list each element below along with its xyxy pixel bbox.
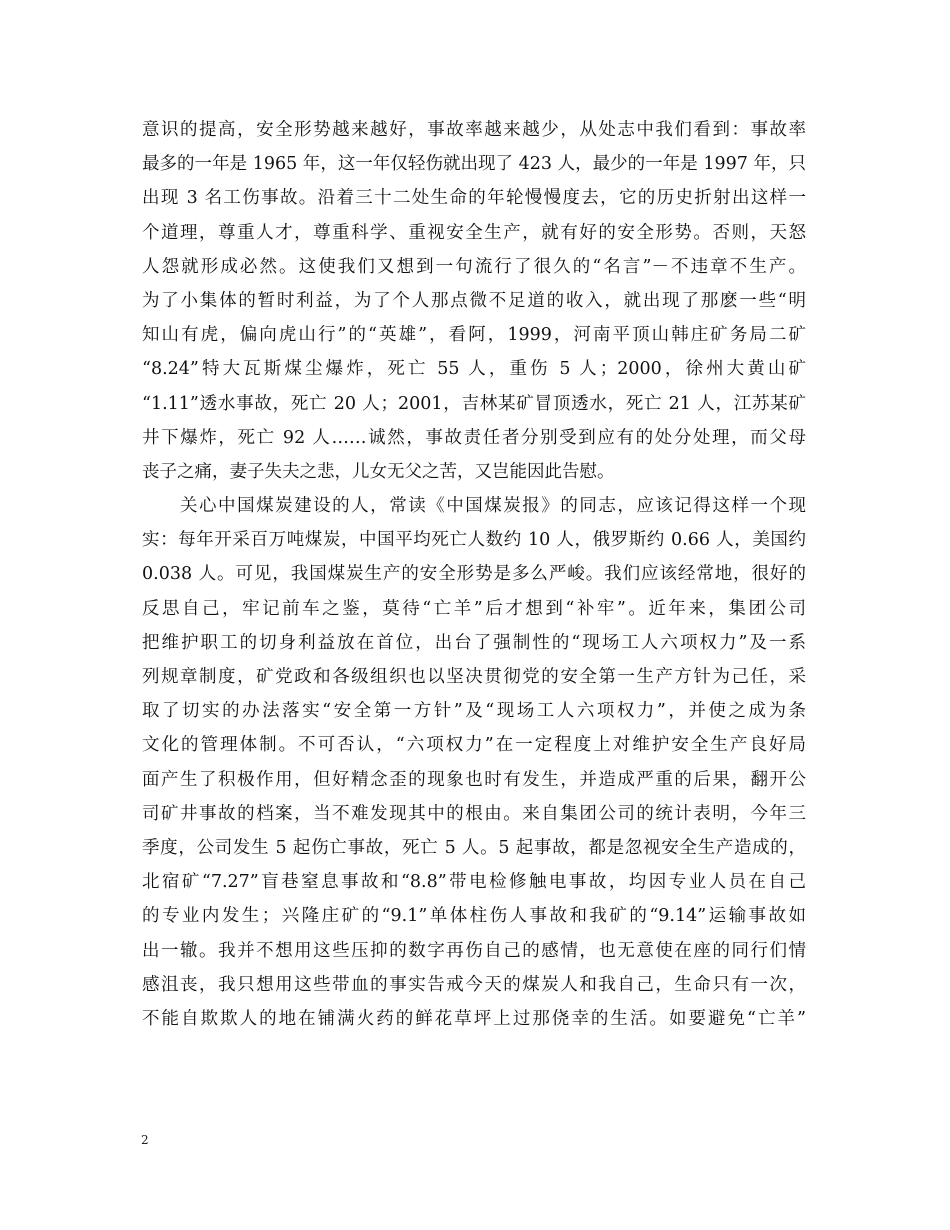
text-line: 个道理，尊重人才，尊重科学、重视安全生产，就有好的安全形势。否则，天怒 (142, 222, 806, 243)
text-line: 把维护职工的切身利益放在首位，出台了强制性的“现场工人六项权力”及一系 (142, 632, 806, 653)
page-number: 2 (141, 1133, 149, 1147)
text-line: 季度，公司发生 5 起伤亡事故，死亡 5 人。5 起事故，都是忽视安全生产造成的， (142, 837, 806, 858)
body-text (142, 113, 806, 1036)
text-line: 文化的管理体制。不可否认，“六项权力”在一定程度上对维护安全生产良好局 (142, 735, 806, 756)
text-line: 不能自欺欺人的地在铺满火药的鲜花草坪上过那侥幸的生活。如要避免“亡羊” (142, 1008, 806, 1029)
text-line: 的专业内发生；兴隆庄矿的“9.1”单体柱伤人事故和我矿的“9.14”运输事故如 (142, 906, 806, 927)
text-line: 意识的提高，安全形势越来越好，事故率越来越少，从处志中我们看到：事故率 (142, 120, 806, 140)
text-line: “1.11”透水事故，死亡 20 人；2001，吉林某矿冒顶透水，死亡 21 人，江苏某矿 (142, 393, 806, 414)
text-line: 人怨就形成必然。这使我们又想到一句流行了很久的“名言”－不违章不生产。 (142, 256, 806, 277)
text-line: 井下爆炸，死亡 92 人‥‥‥诚然，事故责任者分别受到应有的处分处理，而父母 (142, 427, 806, 448)
paragraph-start-line: 关心中国煤炭建设的人，常读《中国煤炭报》的同志，应该记得这样一个现 (142, 496, 806, 517)
text-line: 为了小集体的暂时利益，为了个人那点微不足道的收入，就出现了那麽一些“明 (142, 290, 806, 311)
text-line: 出现 3 名工伤事故。沿着三十二处生命的年轮慢慢度去，它的历史折射出这样一 (142, 188, 806, 209)
text-line: 列规章制度，矿党政和各级组织也以坚决贯彻党的安全第一生产方针为己任，采 (142, 667, 806, 687)
text-line: 实：每年开采百万吨煤炭，中国平均死亡人数约 10 人，俄罗斯约 0.66 人，美国约 (142, 530, 806, 551)
text-line: 出一辙。我并不想用这些压抑的数字再伤自己的感情，也无意使在座的同行们情 (142, 940, 806, 961)
text-line: 0.038 人。可见，我国煤炭生产的安全形势是多么严峻。我们应该经常地，很好的 (142, 564, 806, 585)
text-line: “8.24”特大瓦斯煤尘爆炸，死亡 55 人，重伤 5 人；2000，徐州大黄山矿 (142, 359, 806, 380)
text-line: 知山有虎，偏向虎山行”的“英雄”，看阿，1999，河南平顶山韩庄矿务局二矿 (142, 325, 806, 346)
paragraph-end-line: 丧子之痛，妻子失夫之悲，儿女无父之苦，又岂能因此告慰。 (142, 461, 615, 482)
text-line: 最多的一年是 1965 年，这一年仅轻伤就出现了 423 人，最少的一年是 1997 年，只 (142, 154, 806, 175)
text-line: 面产生了积极作用，但好精念歪的现象也时有发生，并造成严重的后果，翻开公 (142, 769, 806, 790)
text-line: 反思自己，牢记前车之鉴，莫待“亡羊”后才想到“补牢”。近年来，集团公司 (142, 598, 806, 619)
text-line: 感沮丧，我只想用这些带血的事实告戒今天的煤炭人和我自己，生命只有一次， (142, 974, 806, 995)
text-line: 北宿矿“7.27”盲巷窒息事故和“8.8”带电检修触电事故，均因专业人员在自己 (142, 872, 806, 893)
text-line: 司矿井事故的档案，当不难发现其中的根由。来自集团公司的统计表明，今年三 (142, 803, 806, 824)
text-line: 取了切实的办法落实“安全第一方针”及“现场工人六项权力”，并使之成为条 (142, 701, 806, 722)
